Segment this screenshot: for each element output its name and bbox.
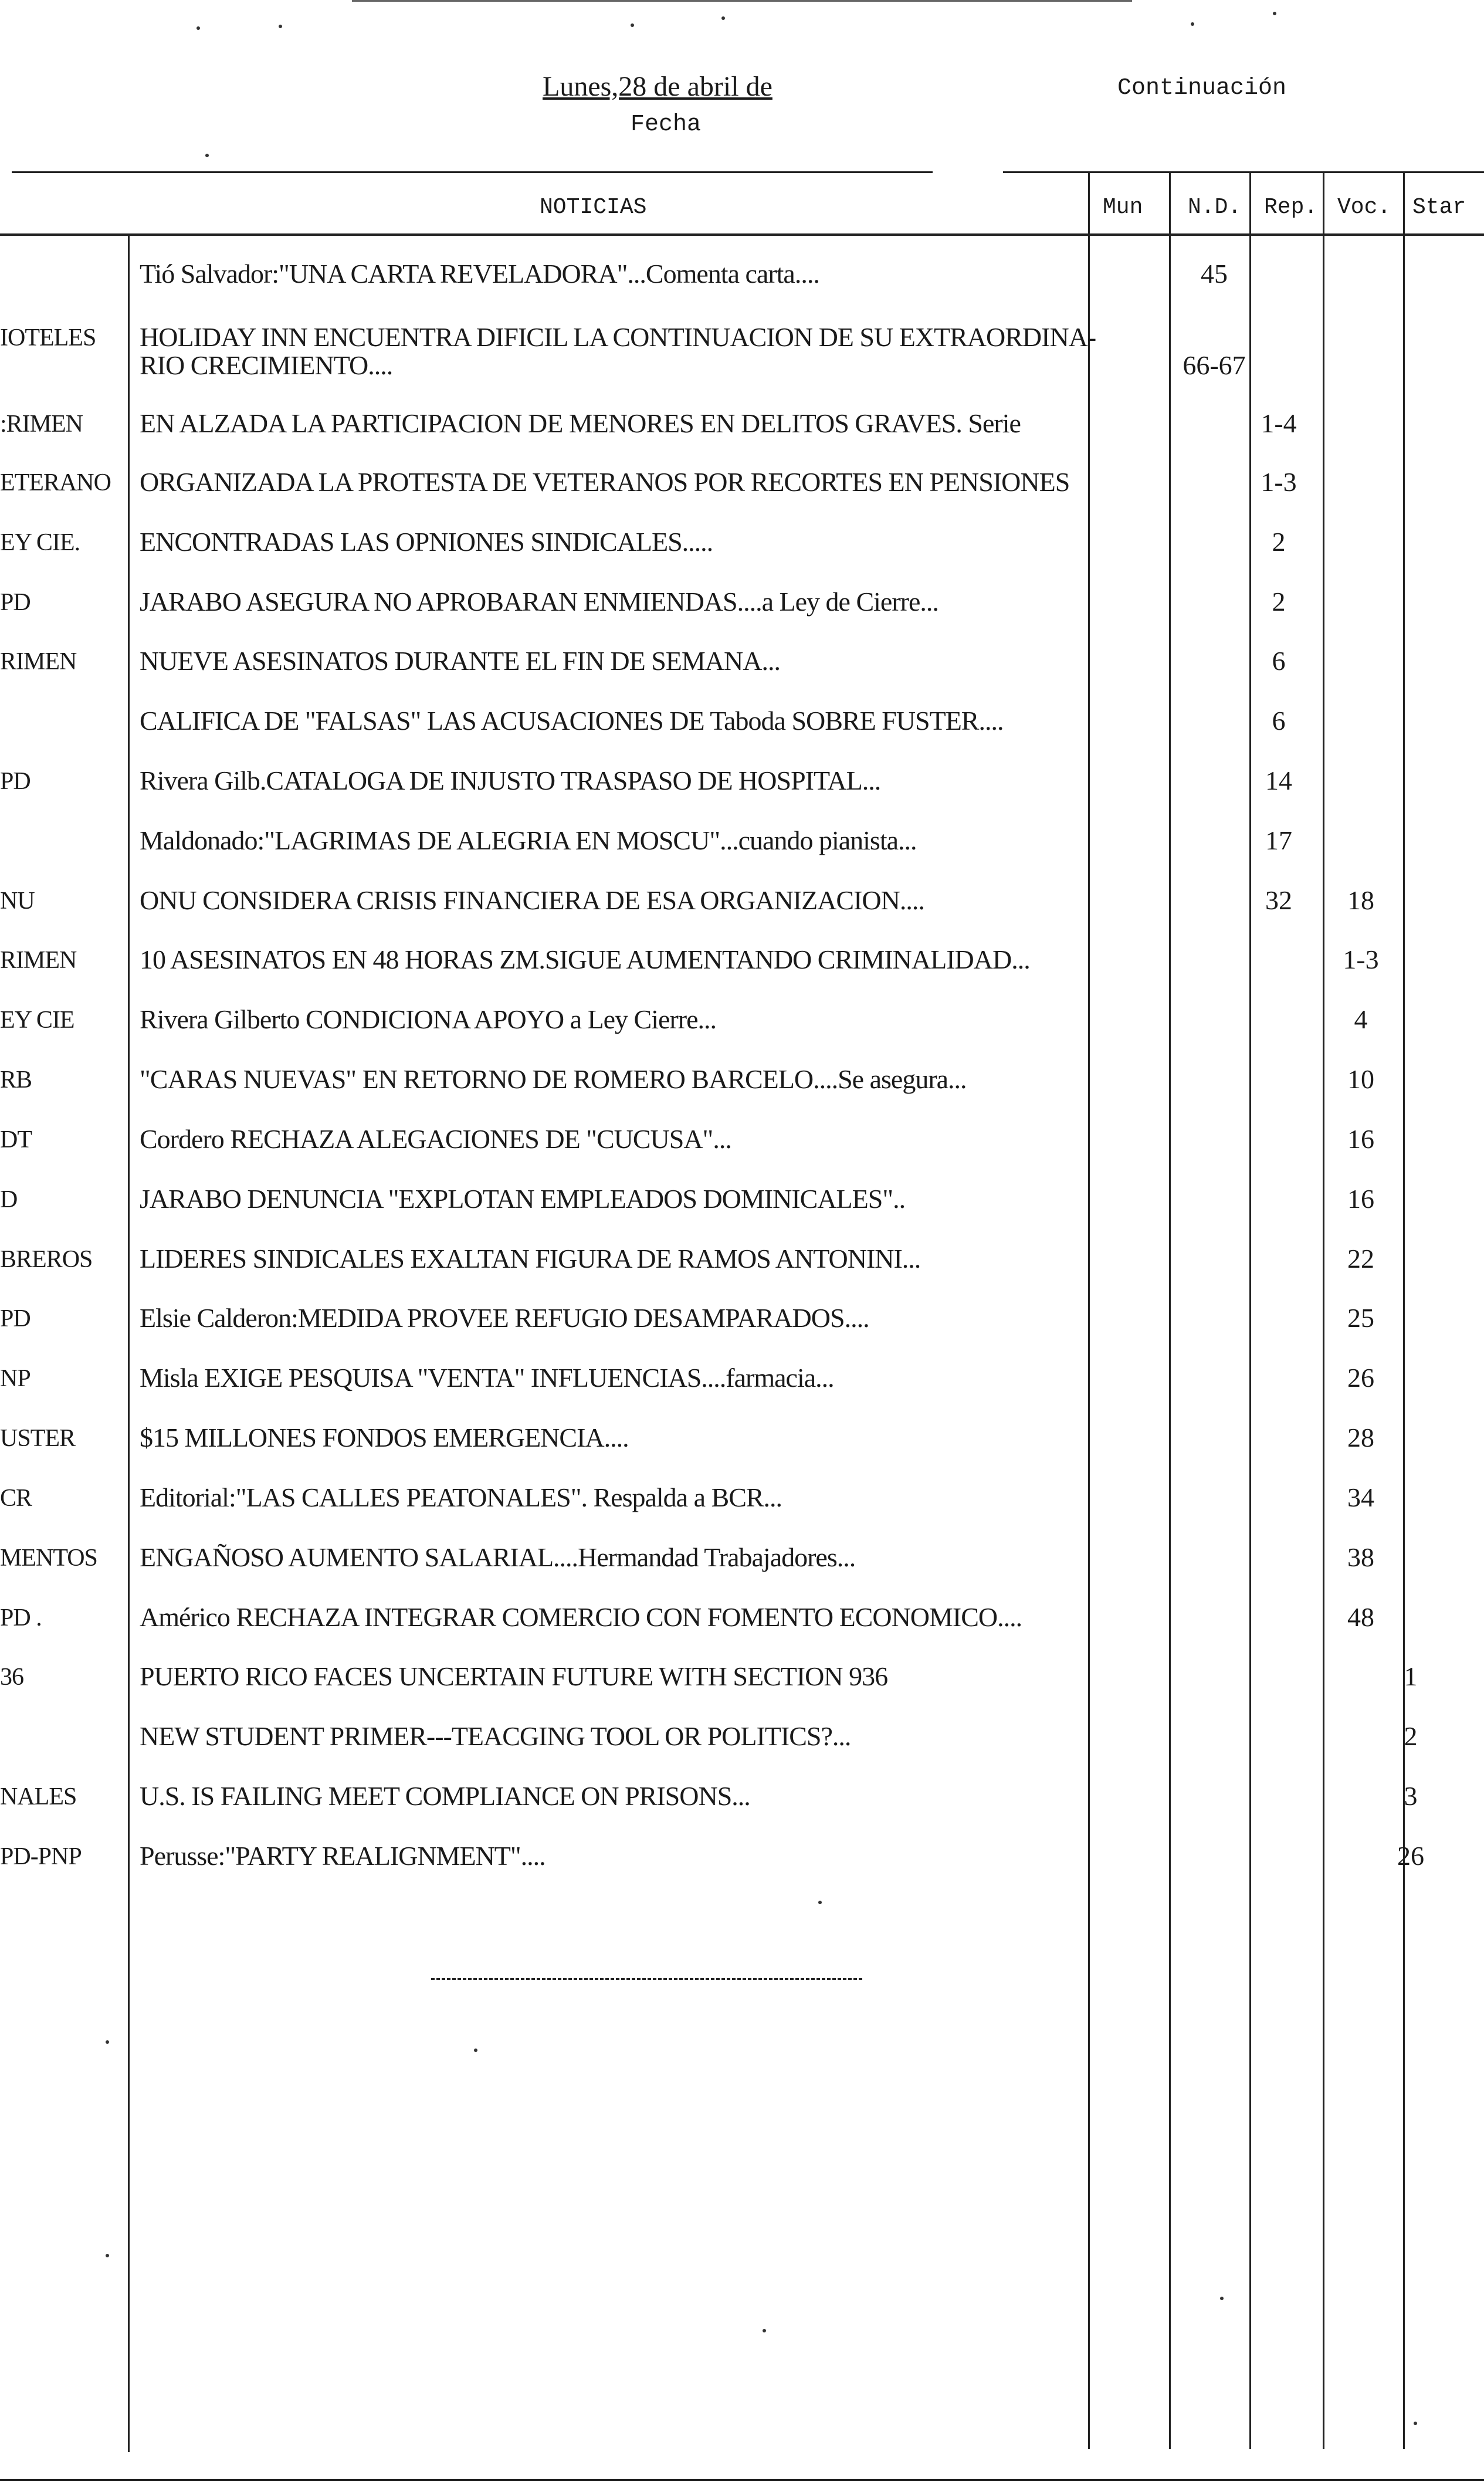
row-page-voc: 10 bbox=[1347, 1064, 1374, 1094]
row-headline: Maldonado:"LAGRIMAS DE ALEGRIA EN MOSCU"...cuando pianista... bbox=[140, 825, 917, 855]
row-section: CR bbox=[0, 1485, 32, 1512]
table-top-rule-right bbox=[1003, 171, 1484, 173]
row-headline: EN ALZADA LA PARTICIPACION DE MENORES EN DELITOS GRAVES. Serie bbox=[140, 408, 1021, 438]
scan-speck bbox=[196, 26, 200, 30]
row-headline: ENCONTRADAS LAS OPNIONES SINDICALES..... bbox=[140, 527, 713, 557]
row-headline: Rivera Gilb.CATALOGA DE INJUSTO TRASPASO DE HOSPITAL... bbox=[140, 766, 881, 795]
col-header-noticias: NOTICIAS bbox=[540, 195, 647, 220]
row-headline: NUEVE ASESINATOS DURANTE EL FIN DE SEMANA... bbox=[140, 646, 780, 676]
row-page-star: 1 bbox=[1404, 1661, 1418, 1691]
rep-left-rule bbox=[1249, 173, 1251, 2449]
col-header-nd: N.D. bbox=[1188, 195, 1242, 220]
header-fecha-label: Fecha bbox=[631, 111, 702, 138]
row-page-star: 26 bbox=[1397, 1841, 1424, 1871]
row-section: RIMEN bbox=[0, 648, 77, 675]
row-section: IOTELES bbox=[0, 324, 96, 351]
noticias-left-rule bbox=[128, 235, 130, 2452]
col-header-star: Star bbox=[1412, 195, 1466, 220]
row-headline: 10 ASESINATOS EN 48 HORAS ZM.SIGUE AUMENTANDO CRIMINALIDAD... bbox=[140, 944, 1030, 974]
row-headline: Elsie Calderon:MEDIDA PROVEE REFUGIO DESAMPARADOS.... bbox=[140, 1303, 869, 1333]
row-page-voc: 16 bbox=[1347, 1124, 1374, 1154]
row-page-rep: 1-3 bbox=[1261, 467, 1297, 497]
top-scan-line bbox=[352, 0, 1132, 2]
row-page-voc: 25 bbox=[1347, 1303, 1374, 1333]
voc-left-rule bbox=[1323, 173, 1324, 2449]
end-separator bbox=[431, 1978, 862, 1980]
row-headline: Américo RECHAZA INTEGRAR COMERCIO CON FOMENTO ECONOMICO.... bbox=[140, 1602, 1022, 1632]
row-section: NALES bbox=[0, 1783, 77, 1810]
scan-speck bbox=[106, 2040, 109, 2044]
row-page-rep: 6 bbox=[1272, 646, 1286, 676]
row-section: :RIMEN bbox=[0, 411, 83, 438]
table-top-rule bbox=[12, 171, 933, 173]
row-section: USTER bbox=[0, 1425, 76, 1452]
scan-speck bbox=[205, 154, 209, 157]
row-headline: ORGANIZADA LA PROTESTA DE VETERANOS POR RECORTES EN PENSIONES bbox=[140, 467, 1070, 497]
table-bottom-rule bbox=[0, 2479, 1484, 2481]
scan-speck bbox=[631, 23, 634, 27]
row-page-voc: 28 bbox=[1347, 1423, 1374, 1452]
col-header-rep: Rep. bbox=[1264, 195, 1318, 220]
row-headline: U.S. IS FAILING MEET COMPLIANCE ON PRISONS... bbox=[140, 1781, 750, 1811]
header-date: Lunes,28 de abril de bbox=[543, 71, 773, 102]
row-headline: ENGAÑOSO AUMENTO SALARIAL....Hermandad Trabajadores... bbox=[140, 1542, 856, 1572]
row-headline-continued: RIO CRECIMIENTO.... bbox=[140, 350, 393, 380]
row-page-voc: 34 bbox=[1347, 1482, 1374, 1512]
row-page-rep: 17 bbox=[1265, 825, 1292, 855]
row-section: PD . bbox=[0, 1604, 42, 1631]
row-page-rep: 6 bbox=[1272, 706, 1286, 736]
row-headline: $15 MILLONES FONDOS EMERGENCIA.... bbox=[140, 1423, 629, 1452]
row-headline: NEW STUDENT PRIMER---TEACGING TOOL OR POLITICS?... bbox=[140, 1721, 851, 1751]
row-headline: HOLIDAY INN ENCUENTRA DIFICIL LA CONTINUACION DE SU EXTRAORDINA- bbox=[140, 322, 1096, 352]
row-section: PD bbox=[0, 1305, 31, 1332]
row-headline: PUERTO RICO FACES UNCERTAIN FUTURE WITH SECTION 936 bbox=[140, 1661, 888, 1691]
row-headline: Cordero RECHAZA ALEGACIONES DE "CUCUSA"... bbox=[140, 1124, 731, 1154]
scan-speck bbox=[721, 16, 725, 20]
row-page-rep: 32 bbox=[1265, 885, 1292, 915]
row-section: NP bbox=[0, 1365, 31, 1392]
row-section: DT bbox=[0, 1126, 32, 1153]
row-section: EY CIE. bbox=[0, 529, 80, 556]
row-page-rep: 2 bbox=[1272, 527, 1286, 557]
row-section: RB bbox=[0, 1066, 32, 1093]
row-page-nd: 45 bbox=[1201, 259, 1228, 289]
row-headline: LIDERES SINDICALES EXALTAN FIGURA DE RAMOS ANTONINI... bbox=[140, 1244, 921, 1274]
row-section: PD bbox=[0, 589, 31, 616]
row-section: EY CIE bbox=[0, 1007, 74, 1034]
scan-speck bbox=[1273, 12, 1276, 15]
row-section: PD-PNP bbox=[0, 1843, 82, 1870]
row-section: D bbox=[0, 1186, 18, 1213]
row-page-rep: 2 bbox=[1272, 587, 1286, 617]
star-left-rule bbox=[1403, 173, 1405, 2449]
row-headline: JARABO ASEGURA NO APROBARAN ENMIENDAS....a Ley de Cierre... bbox=[140, 587, 938, 617]
row-section: MENTOS bbox=[0, 1545, 97, 1572]
scan-speck bbox=[279, 25, 282, 28]
row-page-star: 3 bbox=[1404, 1781, 1418, 1811]
scan-speck bbox=[818, 1901, 822, 1904]
row-page-voc: 38 bbox=[1347, 1542, 1374, 1572]
row-headline: JARABO DENUNCIA "EXPLOTAN EMPLEADOS DOMINICALES".. bbox=[140, 1184, 906, 1214]
col-header-voc: Voc. bbox=[1337, 195, 1391, 220]
row-headline: Rivera Gilberto CONDICIONA APOYO a Ley Cierre... bbox=[140, 1004, 716, 1034]
row-page-voc: 16 bbox=[1347, 1184, 1374, 1214]
row-section: NU bbox=[0, 888, 35, 915]
row-page-voc: 4 bbox=[1354, 1004, 1368, 1034]
scan-speck bbox=[1191, 22, 1194, 26]
mun-left-rule bbox=[1088, 173, 1090, 2449]
row-page-voc: 18 bbox=[1347, 885, 1374, 915]
col-header-mun: Mun bbox=[1103, 195, 1143, 220]
row-headline: "CARAS NUEVAS" EN RETORNO DE ROMERO BARCELO....Se asegura... bbox=[140, 1064, 967, 1094]
row-page-nd: 66-67 bbox=[1183, 350, 1246, 380]
continuation-label: Continuación bbox=[1117, 75, 1287, 101]
row-headline: Misla EXIGE PESQUISA "VENTA" INFLUENCIAS....farmacia... bbox=[140, 1363, 834, 1393]
row-page-voc: 22 bbox=[1347, 1244, 1374, 1274]
row-headline: CALIFICA DE "FALSAS" LAS ACUSACIONES DE Taboda SOBRE FUSTER.... bbox=[140, 706, 1004, 736]
row-headline: ONU CONSIDERA CRISIS FINANCIERA DE ESA ORGANIZACION.... bbox=[140, 885, 924, 915]
row-section: PD bbox=[0, 768, 31, 795]
scan-speck bbox=[106, 2254, 109, 2257]
row-page-rep: 1-4 bbox=[1261, 408, 1297, 438]
scan-speck bbox=[763, 2329, 766, 2332]
row-section: 36 bbox=[0, 1664, 23, 1691]
nd-left-rule bbox=[1169, 173, 1171, 2449]
scan-speck bbox=[474, 2049, 477, 2052]
row-page-voc: 48 bbox=[1347, 1602, 1374, 1632]
row-page-voc: 26 bbox=[1347, 1363, 1374, 1393]
row-section: RIMEN bbox=[0, 947, 77, 974]
scan-speck bbox=[1220, 2297, 1224, 2300]
row-headline: Editorial:"LAS CALLES PEATONALES". Respalda a BCR... bbox=[140, 1482, 782, 1512]
row-page-voc: 1-3 bbox=[1343, 944, 1379, 974]
row-page-star: 2 bbox=[1404, 1721, 1418, 1751]
row-section: BREROS bbox=[0, 1246, 93, 1273]
row-section: ETERANO bbox=[0, 469, 111, 496]
row-page-rep: 14 bbox=[1265, 766, 1292, 795]
row-headline: Perusse:"PARTY REALIGNMENT".... bbox=[140, 1841, 546, 1871]
scan-speck bbox=[1414, 2422, 1417, 2425]
row-headline: Tió Salvador:"UNA CARTA REVELADORA"...Comenta carta.... bbox=[140, 259, 819, 289]
header-bottom-rule bbox=[0, 233, 1484, 236]
